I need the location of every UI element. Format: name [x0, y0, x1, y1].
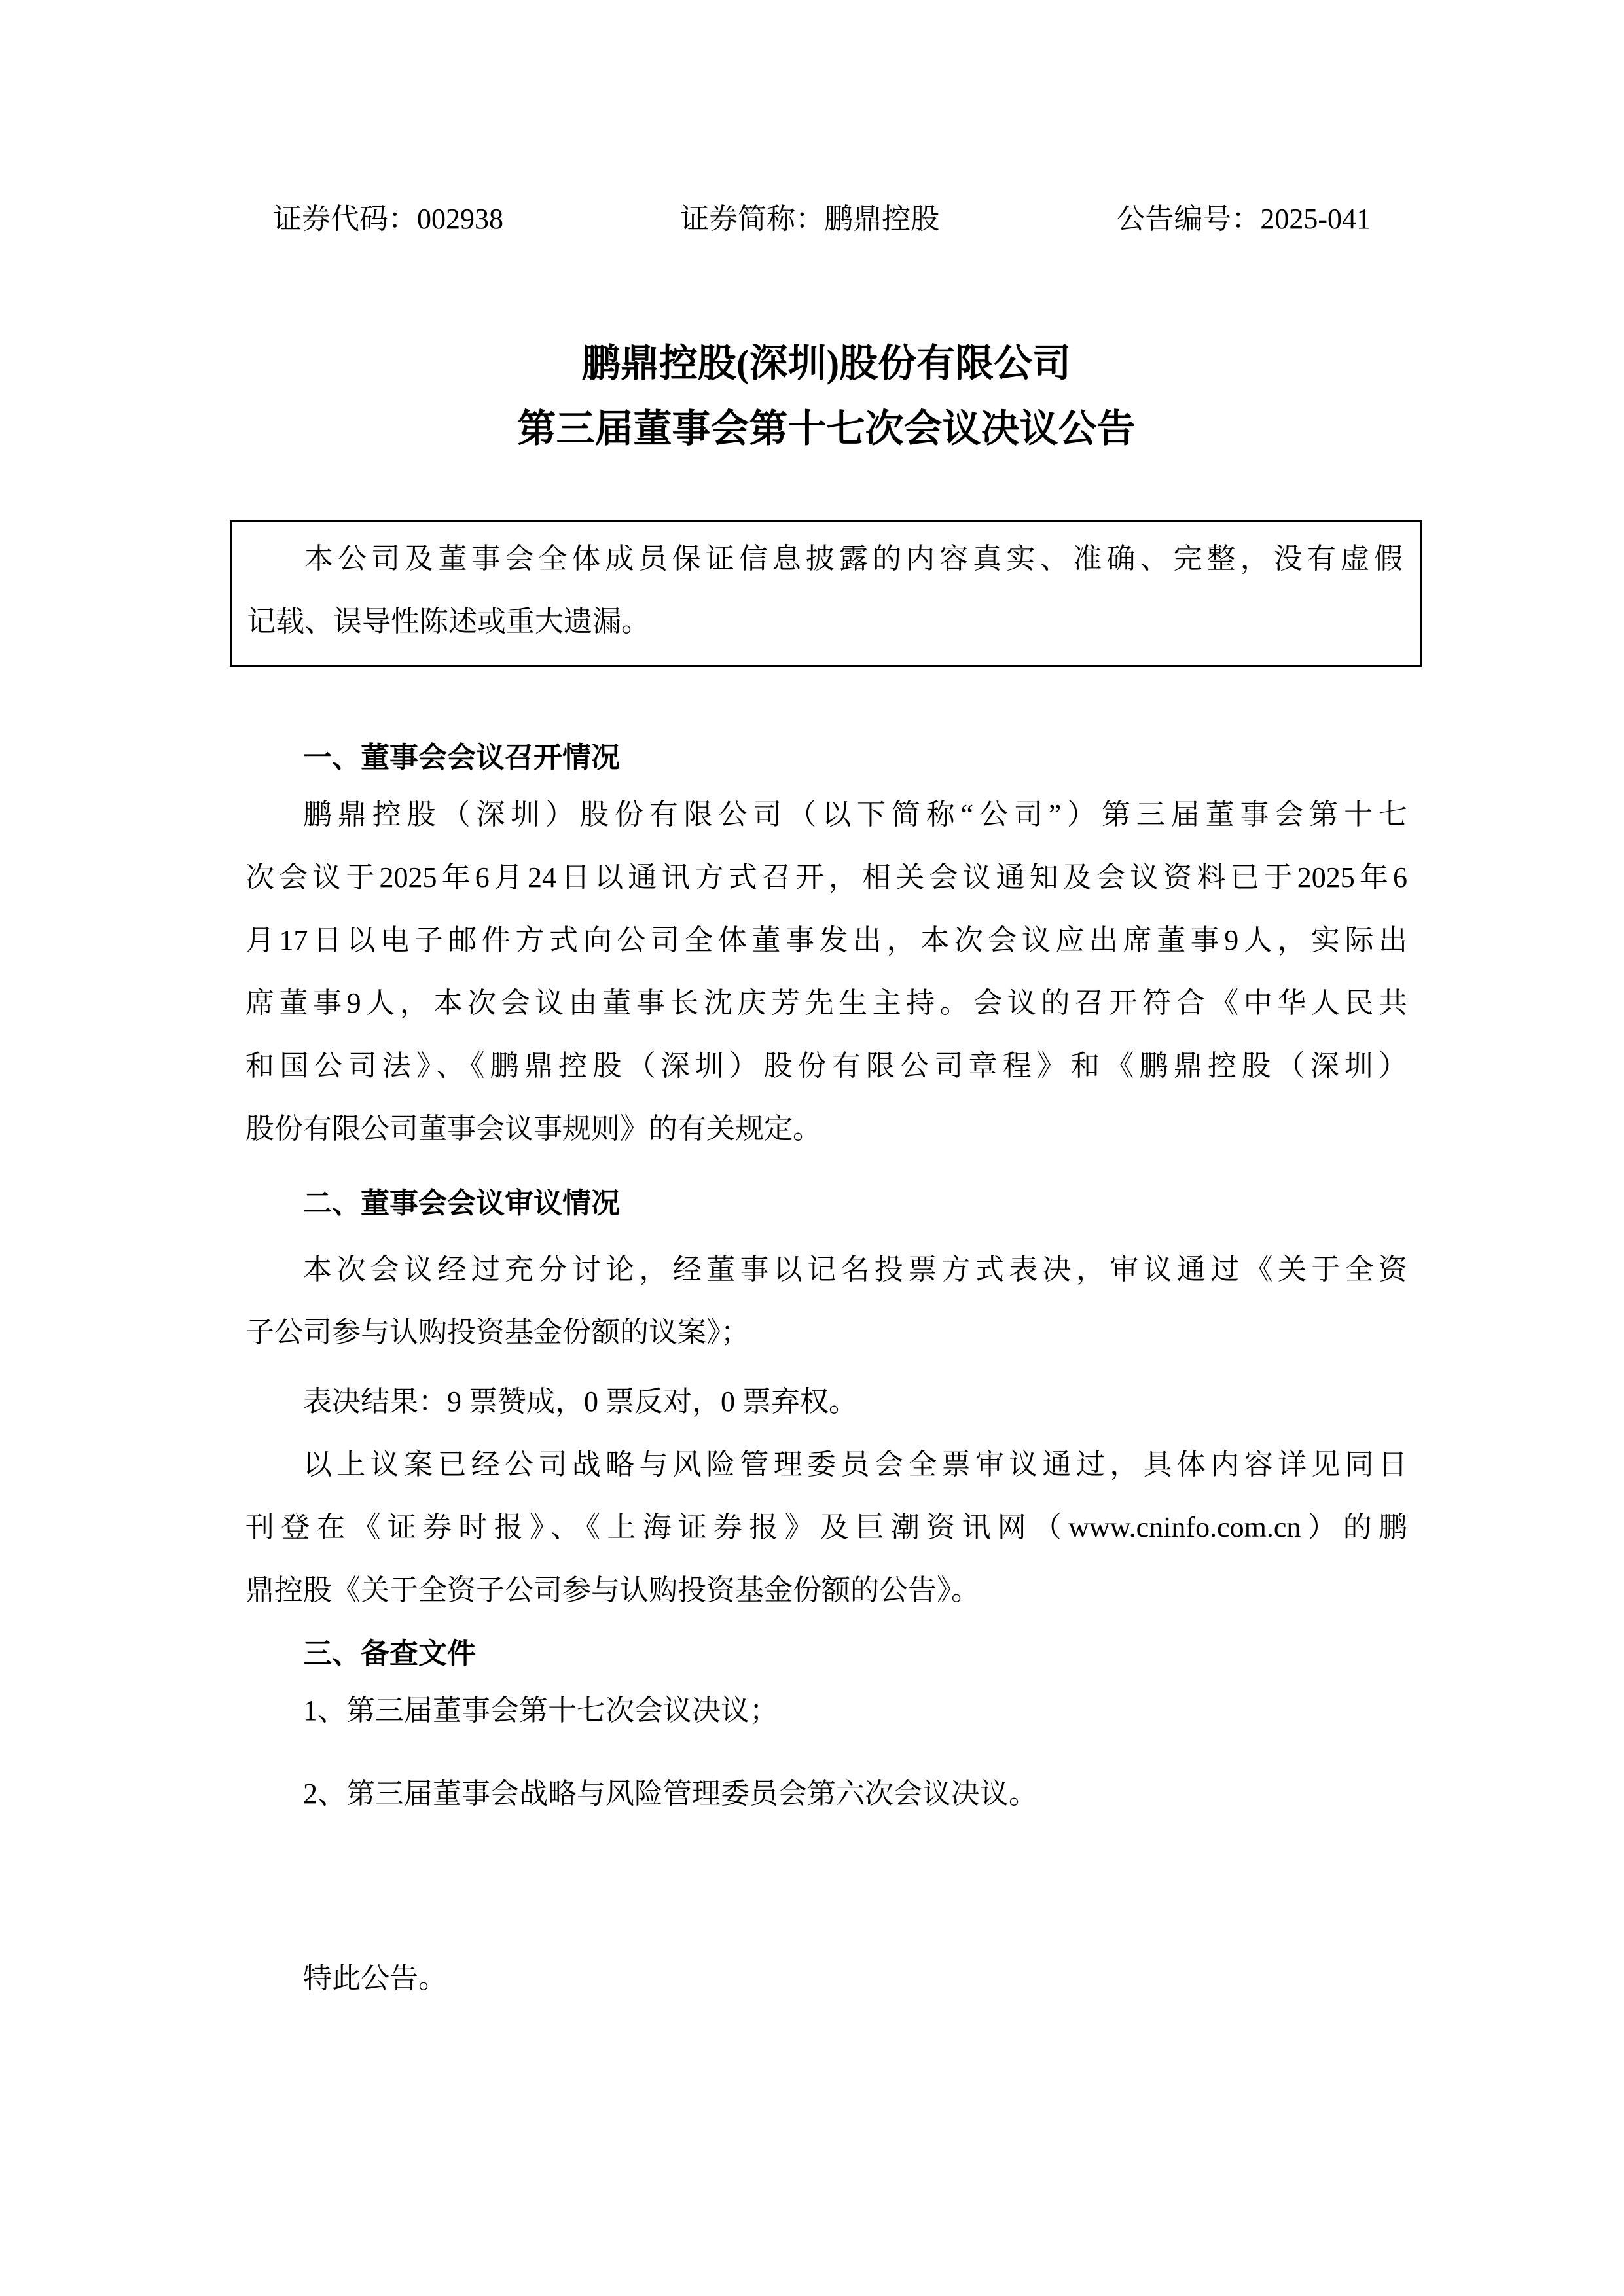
stock-short-name-text: 证券简称：鹏鼎控股 — [680, 203, 940, 235]
section-3-heading: 三、备查文件 — [303, 1638, 476, 1670]
vote-result-line: 表决结果：9 票赞成，0 票反对，0 票弃权。 — [303, 1386, 857, 1418]
text-line: 月17日以电子邮件方式向公司全体董事发出，本次会议应出席董事9人，实际出 — [245, 924, 1407, 956]
text-line: 本次会议经过充分讨论，经董事以记名投票方式表决，审议通过《关于全资 — [303, 1253, 1407, 1285]
disclaimer-line: 记载、误导性陈述或重大遗漏。 — [247, 605, 650, 637]
company-name-title-line: 鹏鼎控股(深圳)股份有限公司 — [581, 342, 1072, 385]
reference-document-item-2: 2、第三届董事会战略与风险管理委员会第六次会议决议。 — [303, 1778, 1038, 1810]
text-line: 股份有限公司董事会议事规则》的有关规定。 — [245, 1113, 821, 1145]
text-line: 以上议案已经公司战略与风险管理委员会全票审议通过，具体内容详见同日 — [303, 1448, 1407, 1480]
text-line: 和国公司法》、《鹏鼎控股（深圳）股份有限公司章程》和《鹏鼎控股（深圳） — [245, 1050, 1407, 1082]
section-2-heading: 二、董事会会议审议情况 — [303, 1187, 620, 1219]
section-2-paragraph-1 — [245, 1238, 1407, 1364]
disclaimer-line: 本公司及董事会全体成员保证信息披露的内容真实、准确、完整，没有虚假 — [304, 543, 1403, 575]
text-line: 鹏鼎控股（深圳）股份有限公司（以下简称“公司”）第三届董事会第十七 — [303, 798, 1407, 831]
closing-statement: 特此公告。 — [303, 1962, 447, 1994]
section-2-paragraph-2 — [245, 1433, 1407, 1622]
announcement-subject-title-line: 第三届董事会第十七次会议决议公告 — [517, 407, 1136, 450]
text-line: 次会议于2025年6月24日以通讯方式召开，相关会议通知及会议资料已于2025年6 — [245, 861, 1407, 893]
vote-result-paragraph — [245, 1371, 1407, 1433]
stock-code-text: 证券代码：002938 — [273, 203, 503, 235]
text-line: 子公司参与认购投资基金份额的议案》； — [245, 1316, 749, 1348]
text-line: 鼎控股《关于全资子公司参与认购投资基金份额的公告》。 — [245, 1574, 980, 1606]
section-1-heading: 一、董事会会议召开情况 — [303, 742, 620, 774]
announcement-number-text: 公告编号：2025-041 — [1116, 203, 1371, 235]
disclaimer-box — [230, 520, 1422, 667]
document-title — [245, 331, 1407, 461]
section-1-paragraph — [245, 783, 1407, 1160]
reference-document-item-1: 1、第三届董事会第十七次会议决议； — [303, 1695, 778, 1727]
document-header-row — [273, 203, 1371, 236]
text-line: 刊登在《证券时报》、《上海证券报》及巨潮资讯网（www.cninfo.com.cn）的鹏 — [245, 1511, 1407, 1543]
text-line: 席董事9人，本次会议由董事长沈庆芳先生主持。会议的召开符合《中华人民共 — [245, 987, 1407, 1019]
